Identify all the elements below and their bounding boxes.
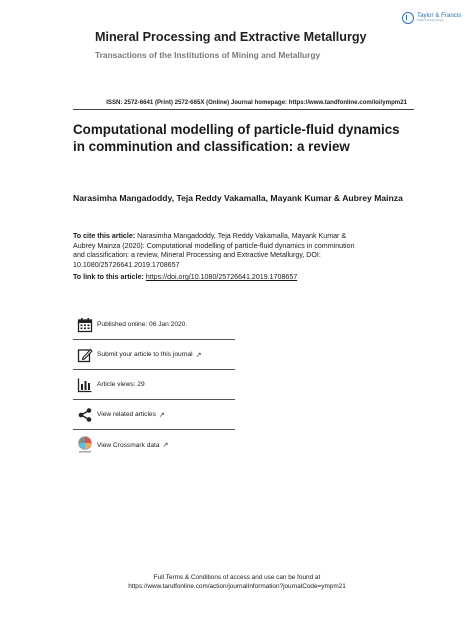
submit-article-label[interactable]: Submit your article to this journal	[97, 351, 193, 358]
citation	[73, 232, 358, 270]
footer-terms-link[interactable]: https://www.tandfonline.com/action/journalInformation?journalCode=ympm21	[128, 582, 346, 590]
citation-label: To cite this article:	[73, 232, 136, 240]
crossmark-icon	[73, 436, 97, 454]
article-link	[73, 273, 297, 281]
calendar-icon	[73, 317, 97, 333]
footer	[0, 574, 474, 591]
publisher-logo[interactable]	[402, 12, 461, 24]
edit-icon	[73, 347, 97, 363]
journal-title: Mineral Processing and Extractive Metallurgy	[95, 30, 367, 44]
footer-terms-text: Full Terms & Conditions of access and use can be found at	[153, 574, 321, 581]
external-link-icon: ↗	[158, 411, 165, 419]
article-title: Computational modelling of particle-fluid dynamics in comminution and classification: a review	[73, 122, 400, 154]
crossmark-row[interactable]	[73, 430, 235, 460]
article-views-row	[73, 370, 235, 400]
publisher-logo-icon	[402, 12, 414, 24]
article-doi-link[interactable]: https://doi.org/10.1080/25726641.2019.1708657	[145, 273, 298, 281]
article-authors: Narasimha Mangadoddy, Teja Reddy Vakamalla, Mayank Kumar & Aubrey Mainza	[73, 193, 403, 203]
related-articles-icon	[73, 407, 97, 423]
published-online-label: Published online: 06 Jan 2020.	[97, 321, 188, 328]
bar-chart-icon	[73, 377, 97, 393]
issn-line[interactable]: ISSN: 2572-6641 (Print) 2572-665X (Online) Journal homepage: https://www.tandfonline.com/loi/ympm21	[106, 99, 407, 106]
external-link-icon: ↗	[195, 351, 202, 359]
header-divider	[73, 109, 414, 110]
article-link-label: To link to this article:	[73, 273, 144, 281]
publisher-name: Taylor & Francis	[417, 12, 462, 20]
published-online-row	[73, 310, 235, 340]
journal-subtitle: Transactions of the Institutions of Mining and Metallurgy	[95, 50, 321, 60]
related-articles-label[interactable]: View related articles	[97, 411, 156, 418]
submit-article-row[interactable]	[73, 340, 235, 370]
related-articles-row[interactable]	[73, 400, 235, 430]
external-link-icon: ↗	[162, 442, 169, 449]
publisher-tagline: Taylor & Francis Group	[417, 19, 444, 23]
article-views-label: Article views: 29	[97, 381, 145, 388]
crossmark-label[interactable]: View Crossmark data	[97, 441, 160, 449]
citation-text: Narasimha Mangadoddy, Teja Reddy Vakamalla, Mayank Kumar & Aubrey Mainza (2020): Computational modelling of particle-fluid dynamics in comminution and classification: a review, Mineral Processing and Extractive Metallurgy, DOI: 10.1080/25726641.2019.1708657	[73, 232, 355, 269]
